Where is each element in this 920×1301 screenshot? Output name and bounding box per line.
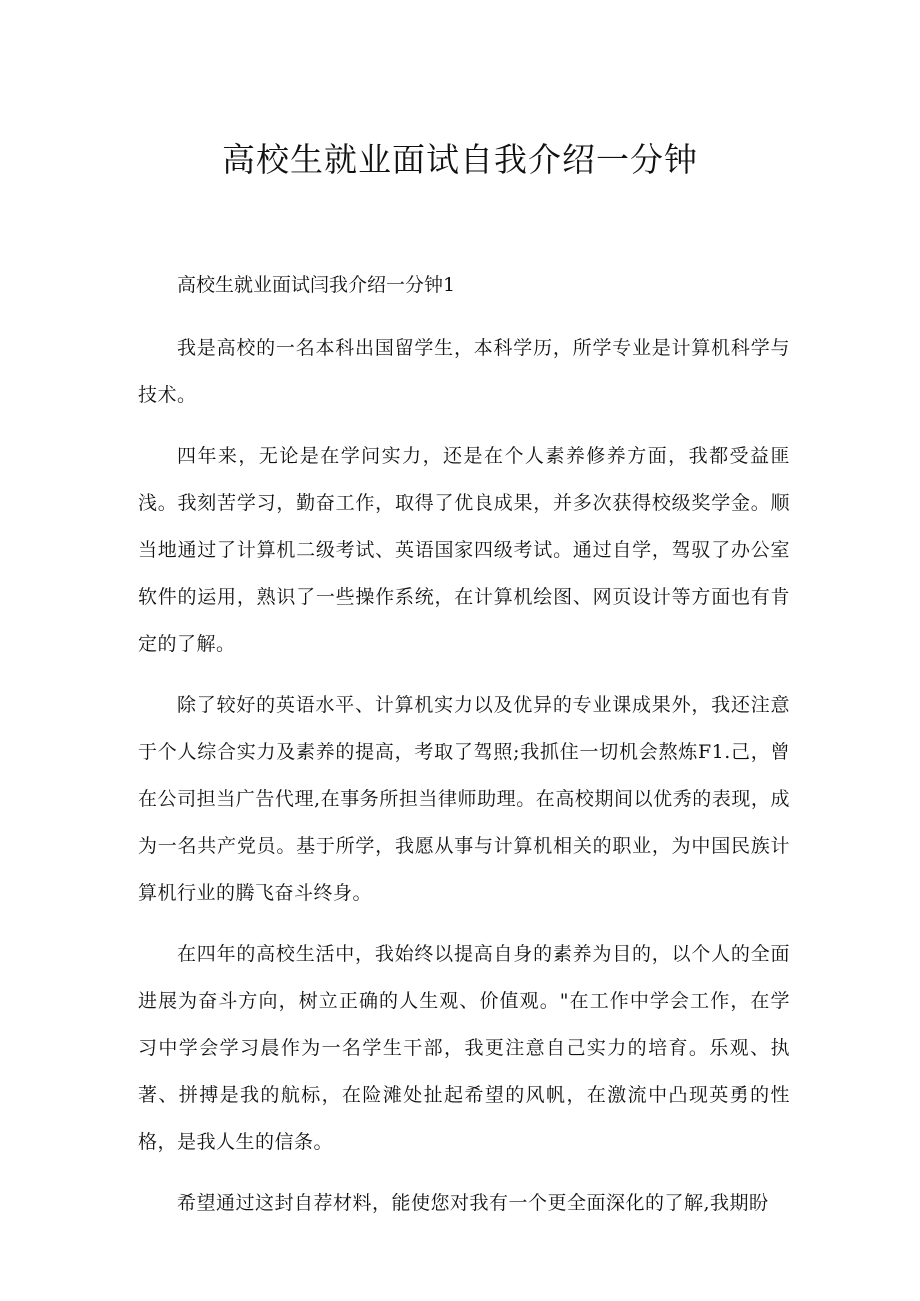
paragraph: 在四年的高校生活中，我始终以提高自身的素养为目的，以个人的全面进展为奋斗方向，树立正确的人生观、价值观。"在工作中学会工作，在学习中学会学习晨作为一名学生干部，我更注意自己实力的培育。乐观、执著、拼搏是我的航标，在险滩处扯起希望的风帆，在激流中凸现英勇的性格，是我人生的信条。 bbox=[138, 943, 790, 1153]
paragraph: 希望通过这封自荐材料，能使您对我有一个更全面深化的了解,我期盼 bbox=[177, 1192, 769, 1214]
section-heading: 高校生就业面试闫我介绍一分钟1 bbox=[177, 274, 456, 296]
paragraph: 我是高校的一名本科出国留学生，本科学历，所学专业是计算机科学与技术。 bbox=[138, 337, 790, 406]
paragraph: 除了较好的英语水平、计算机实力以及优异的专业课成果外，我还注意于个人综合实力及素养的提高，考取了驾照;我抓住一切机会熬炼F1.己，曾在公司担当广告代理,在事务所担当律师助理。在高校期间以优秀的表现，成为一名共产党员。基于所学，我愿从事与计算机相关的职业，为中国民族计算机行业的腾飞奋斗终身。 bbox=[138, 694, 790, 904]
paragraph: 四年来，无论是在学问实力，还是在个人素养修养方面，我都受益匪浅。我刻苦学习，勤奋工作，取得了优良成果，并多次获得校级奖学金。顺当地通过了计算机二级考试、英语国家四级考试。通过自学，驾驭了办公室软件的运用，熟识了一些操作系统，在计算机绘图、网页设计等方面也有肯定的了解。 bbox=[138, 445, 790, 655]
document-body bbox=[138, 267, 790, 1241]
document-title: 高校生就业面试自我介绍一分钟 bbox=[222, 140, 698, 179]
